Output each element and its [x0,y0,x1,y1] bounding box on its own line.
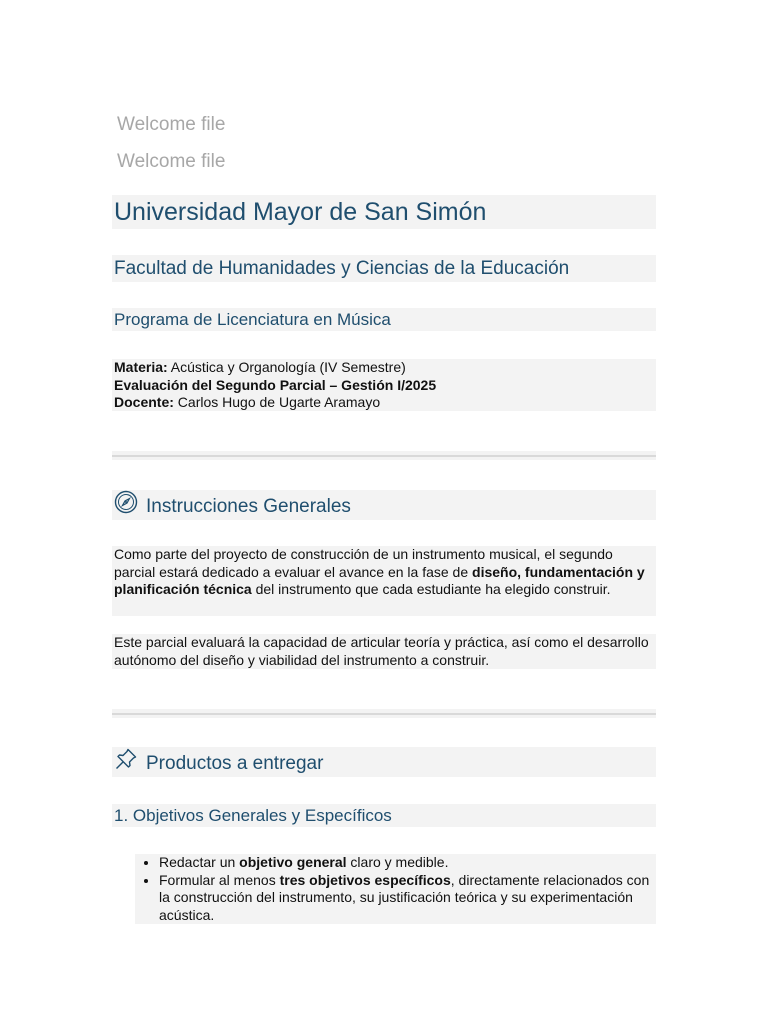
welcome-file-title: Welcome file [117,114,226,135]
list-item [159,872,656,925]
course-meta [112,359,656,411]
docente-label: Docente: [114,394,174,410]
program-heading: Programa de Licenciatura en Música [112,308,656,331]
objetivos-list [135,854,656,924]
materia-label: Materia: [114,359,168,375]
faculty-heading: Facultad de Humanidades y Ciencias de la Educación [112,255,656,282]
list-item [159,854,656,872]
compass-icon [114,490,138,524]
docente-line [114,394,656,412]
instrucciones-paragraph-1 [112,546,656,616]
productos-title: Productos a entregar [146,753,324,775]
docente-value: Carlos Hugo de Ugarte Aramayo [173,394,381,410]
university-heading: Universidad Mayor de San Simón [112,195,656,229]
list-item-text: , directamente relacionados con la construcción del instrumento, su justificación teórica y su experimentación acústica. [159,871,650,923]
list-item-bold: tres objetivos específicos [279,871,451,888]
list-item-text: Redactar un [159,854,240,870]
paragraph-text: del instrumento que cada estudiante ha elegido construir. [251,581,611,597]
instrucciones-heading [112,490,656,520]
objetivos-heading: 1. Objetivos Generales y Específicos [112,804,656,827]
materia-value: Acústica y Organología (IV Semestre) [167,359,406,375]
evaluacion-text: Evaluación del Segundo Parcial – Gestión I/2025 [114,376,437,393]
evaluacion-line [114,377,656,395]
horizontal-rule [112,451,656,460]
instrucciones-title: Instrucciones Generales [146,496,351,518]
instrucciones-paragraph-2: Este parcial evaluará la capacidad de articular teoría y práctica, así como el desarrollo autónomo del diseño y viabilidad del instrumento a construir. [112,634,656,669]
paragraph-bold: diseño, fundamentación y planificación técnica [114,563,645,597]
welcome-file-title: Welcome file [117,151,226,172]
list-item-bold: objetivo general [239,854,347,870]
productos-heading [112,747,656,777]
pushpin-icon [114,747,138,781]
paragraph-text: Como parte del proyecto de construcción de un instrumento musical, el segundo parcial estará dedicado a evaluar el avance en la fase de [114,546,613,580]
list-item-text: Formular al menos [159,871,280,888]
list-item-text: claro y medible. [346,854,449,870]
horizontal-rule [112,709,656,718]
materia-line [114,359,656,377]
